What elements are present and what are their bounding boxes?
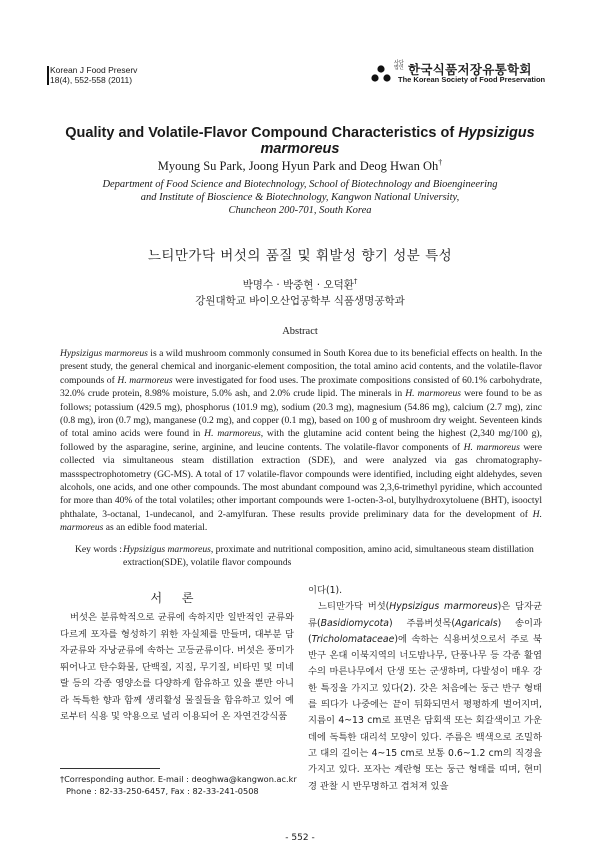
korean-authors [30, 277, 570, 292]
intro-right-text-run: ) 송이과( [308, 617, 542, 645]
paper-title-species: Hypsizigus marmoreus [260, 125, 535, 157]
affiliation-line: Department of Food Science and Biotechnology, School of Biotechnology and Bioengineering [102, 179, 498, 190]
society-logo-icon [370, 64, 392, 84]
intro-left-text: 버섯은 분류학적으로 균류에 속하지만 일반적인 균류와 다르게 포자를 형성하기 위한 자실체를 만들며, 대부분 담자균류와 자낭균류에 속하는 고등균류이다. 버섯은 풍미가 뛰어나고 탄수화물, 단백질, 지질, 무기질, 비타민 및 미네랄 등의 각종 영양소를 다양하게 함유하고 있을 뿐만 아니라 독특한 향과 함께 생리활성 물질들을 함유하고 있어 예로부터 식용 및 약용으로 널리 이용되어 온 자연건강식품 [60, 612, 294, 722]
author-mark: † [438, 158, 443, 167]
abstract-italic-run: Hypsizigus marmoreus [60, 348, 148, 359]
intro-left-column [60, 610, 294, 726]
abstract-italic-run: H. marmoreus [463, 441, 520, 453]
intro-right-column [308, 583, 542, 795]
section-heading-introduction: 서 론 [150, 591, 202, 605]
society-name-ko: 한국식품저장유통학회 [408, 62, 532, 77]
intro-right-first-line: 이다(1). [308, 585, 343, 596]
authors-text: Myoung Su Park, Joong Hyun Park and Deog Hwan Oh [157, 159, 439, 174]
paper-title [30, 125, 570, 157]
intro-right-text-run: 느티만가닥 버섯( [318, 601, 390, 613]
society-tag: 사단법인 [394, 60, 404, 71]
keywords-values [123, 543, 545, 570]
abstract-text-run: , with the glutamine acid content being the highest (2,340 mg/100 g), followed by the asparagine, serine, arginine, and leucine contents. The volatile-flavor components of [60, 428, 543, 453]
keywords-label: Key words : [75, 544, 122, 555]
abstract-text-run: is a wild mushroom commonly consumed in South Korea due to its beneficial effects on health. In the present study, the general chemical and inorganic-element composition, the total amino acid contents, and the volatile-flavor compounds of [60, 348, 542, 386]
footnote-contact-phone: Phone : 82-33-250-6457, Fax : 82-33-241-0508 [66, 786, 259, 796]
abstract-text-run: were investigated for food uses. The proximate compositions consisted of 60.1% carbohydrate, 32.0% crude protein, 8.98% moisture, 5.0% ash, and 2.0% crude lipid. The minerals in [60, 374, 543, 400]
intro-right-paragraph [308, 599, 542, 795]
intro-right-text-run: )은 담자균류( [308, 601, 542, 629]
intro-right-italic-run: Basidiomycota [320, 617, 389, 629]
affiliation-line: and Institute of Bioscience & Biotechnology, Kangwon National University, [140, 192, 460, 203]
abstract-italic-run: H. marmoreus [60, 508, 542, 534]
affiliation-line: Chuncheon 200-701, South Korea [228, 205, 372, 216]
journal-volume: 18(4), 552-558 (2011) [50, 75, 133, 85]
intro-right-italic-run: Hypsizigus marmoreus [389, 601, 498, 613]
keywords-rest: , proximate and nutritional composition, amino acid, simultaneous steam distillation extraction(SDE), volatile flavor compounds [123, 544, 534, 569]
society-name-en: The Korean Society of Food Preservation [398, 75, 546, 84]
abstract-italic-run: H. marmoreus [204, 428, 261, 440]
abstract-italic-run: H. marmoreus [117, 374, 173, 386]
korean-authors-text: 박명수 · 박중현 · 오덕환 [242, 279, 354, 291]
paper-authors [30, 158, 570, 174]
intro-right-text-run: ) 주름버섯목( [388, 617, 455, 629]
paper-title-main: Quality and Volatile-Flavor Compound Characteristics of [65, 125, 459, 141]
abstract-heading: Abstract [282, 326, 318, 337]
page-number: - 552 - [285, 833, 315, 843]
journal-name: Korean J Food Preserv [50, 65, 138, 75]
journal-bar [47, 66, 49, 85]
footnote [60, 773, 300, 797]
korean-author-mark: † [353, 277, 358, 286]
abstract-body [60, 347, 542, 535]
abstract-text-run: were collected via simultaneous steam distillation extraction (SDE), and were analyzed via gas chromatography-massspectrophotometry (GC-MS). A total of 17 volatile-flavor compounds were identified, including eight aldehydes, seven alcohols, one acids, and one other compounds. The most abundant compound was 2,3,6-trimethyl pyridine, which accounted for more than 40% of the total volatiles; other important compounds were 1-octen-3-ol, butylhydroxytoluene (BHT), isooctyl phthalate, 3-octanal, 1-undecanol, and 2-amylfuran. These results provide preliminary data for the development of [60, 441, 542, 520]
keywords [75, 543, 545, 570]
korean-title: 느티만가닥 버섯의 품질 및 휘발성 향기 성분 특성 [147, 248, 453, 264]
affiliation [40, 178, 560, 217]
intro-right-text-run: )에 속하는 식용버섯으로서 주로 북반구 온대 이북지역의 너도밤나무, 단풍나무 등 각종 활엽수의 마른나무에서 단생 또는 군생하며, 다발성이 매우 강한 특징을 가지고 있다(2). 갓은 처음에는 둥근 반구 형태를 띄다가 나중에는 끝이 뒤화되면서 평평하게 벌어지며, 지름이 4~13 cm로 표면은 담회색 또는 회갈색이고 가운데에 독특한 대리석 모양이 있다. 주름은 백색으로 조밀하고 대의 길이는 4~15 cm로 보통 0.6~1.2 cm의 직경을 가지고 있다. 포자는 계란형 또는 둥근 형태를 띠며, 현미경 관찰 시 반무명하고 겹쳐져 있을 [308, 633, 542, 792]
intro-right-italic-run: Agaricals [454, 617, 498, 629]
abstract-italic-run: H. marmoreus [405, 388, 462, 400]
keywords-species: Hypsizigus marmoreus [123, 544, 211, 555]
footnote-contact-email: †Corresponding author. E-mail : deoghwa@kangwon.ac.kr [60, 774, 297, 784]
korean-affiliation: 강원대학교 바이오산업공학부 식품생명공학과 [195, 295, 405, 307]
abstract-text-run: as an edible food material. [103, 522, 208, 534]
intro-right-italic-run: Tricholomataceae [311, 633, 395, 645]
footnote-rule [60, 768, 160, 769]
abstract-text-run: were found to be as follows; potassium (429.5 mg), phosphorus (101.9 mg), sodium (20.3 mg), magnesium (54.86 mg), calcium (2.7 mg), zinc (0.8 mg), iron (0.7 mg), manganese (0.2 mg), and copper (0.1 mg), based on 100 g of mushroom dry weight. Seventeen kinds of total amino acids were found in [60, 388, 543, 440]
journal-citation [50, 65, 137, 85]
